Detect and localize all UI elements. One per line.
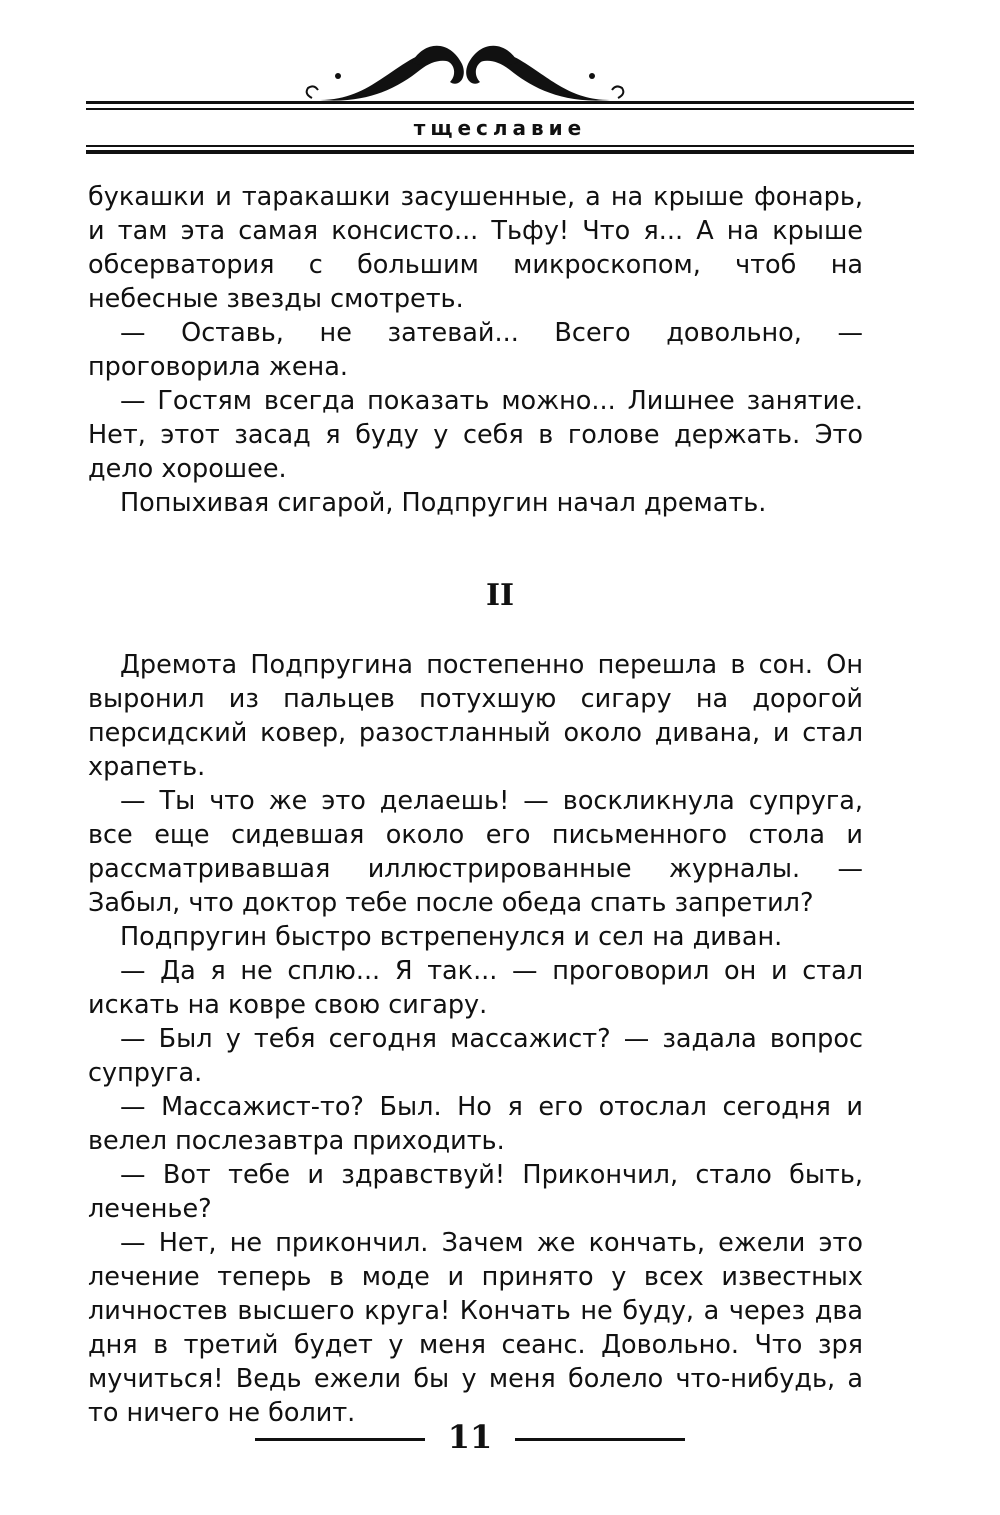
paragraph: — Нет, не прикончил. Зачем же кончать, ежели это лечение теперь в моде и принято у всех известных личностев высшего круга! Кончать не буду, а через два дня в третий будет у меня сеанс. Довольно. Что зря мучиться! Ведь ежели бы у меня болело что-нибудь, а то ничего не болит. [88, 1228, 863, 1428]
paragraph: — Гостям всегда показать можно... Лишнее занятие. Нет, этот засад я буду у себя в голове держать. Это дело хорошее. [88, 386, 863, 484]
paragraph: — Ты что же это делаешь! — воскликнула супруга, все еще сидевшая около его письменного стола и рассматривавшая иллюстрированные журналы. — Забыл, что доктор тебе после обеда спать запретил? [88, 786, 863, 918]
chapter-heading: II [485, 578, 515, 613]
paragraph: — Да я не сплю... Я так... — проговорил он и стал искать на ковре свою сигару. [88, 956, 863, 1020]
header-rule-top-2 [86, 108, 914, 110]
running-title: тщеславие [413, 116, 587, 140]
page-footer [255, 1418, 685, 1458]
paragraph: — Массажист-то? Был. Но я его отослал сегодня и велел послезавтра приходить. [88, 1092, 863, 1156]
paragraph: Подпругин быстро встрепенулся и сел на диван. [120, 922, 783, 952]
header-rule-top-1 [86, 101, 914, 104]
top-text-section [88, 180, 863, 520]
paragraph: Попыхивая сигарой, Подпругин начал дремать. [120, 488, 767, 518]
paragraph: — Оставь, не затевай... Всего довольно, — проговорила жена. [88, 318, 863, 382]
paragraph: Дремота Подпругина постепенно перешла в сон. Он выронил из пальцев потухшую сигару на дорогой персидский ковер, разостланный около дивана, и стал храпеть. [88, 650, 863, 782]
paragraph: — Вот тебе и здравствуй! Прикончил, стало быть, леченье? [88, 1160, 863, 1224]
header-rule-bottom-1 [86, 145, 914, 147]
header-ornament-icon [300, 38, 630, 108]
paragraph: букашки и таракашки засушенные, а на крыше фонарь, и там эта самая консисто... Тьфу! Что я... А на крыше обсерватория с большим микроскопом, чтоб на небесные звезды смотреть. [88, 182, 863, 314]
bottom-text-section [88, 648, 863, 1430]
footer-rule-right [515, 1438, 685, 1441]
header-rule-bottom-2 [86, 150, 914, 154]
paragraph: — Был у тебя сегодня массажист? — задала вопрос супруга. [88, 1024, 863, 1088]
page-number: 11 [447, 1418, 493, 1456]
